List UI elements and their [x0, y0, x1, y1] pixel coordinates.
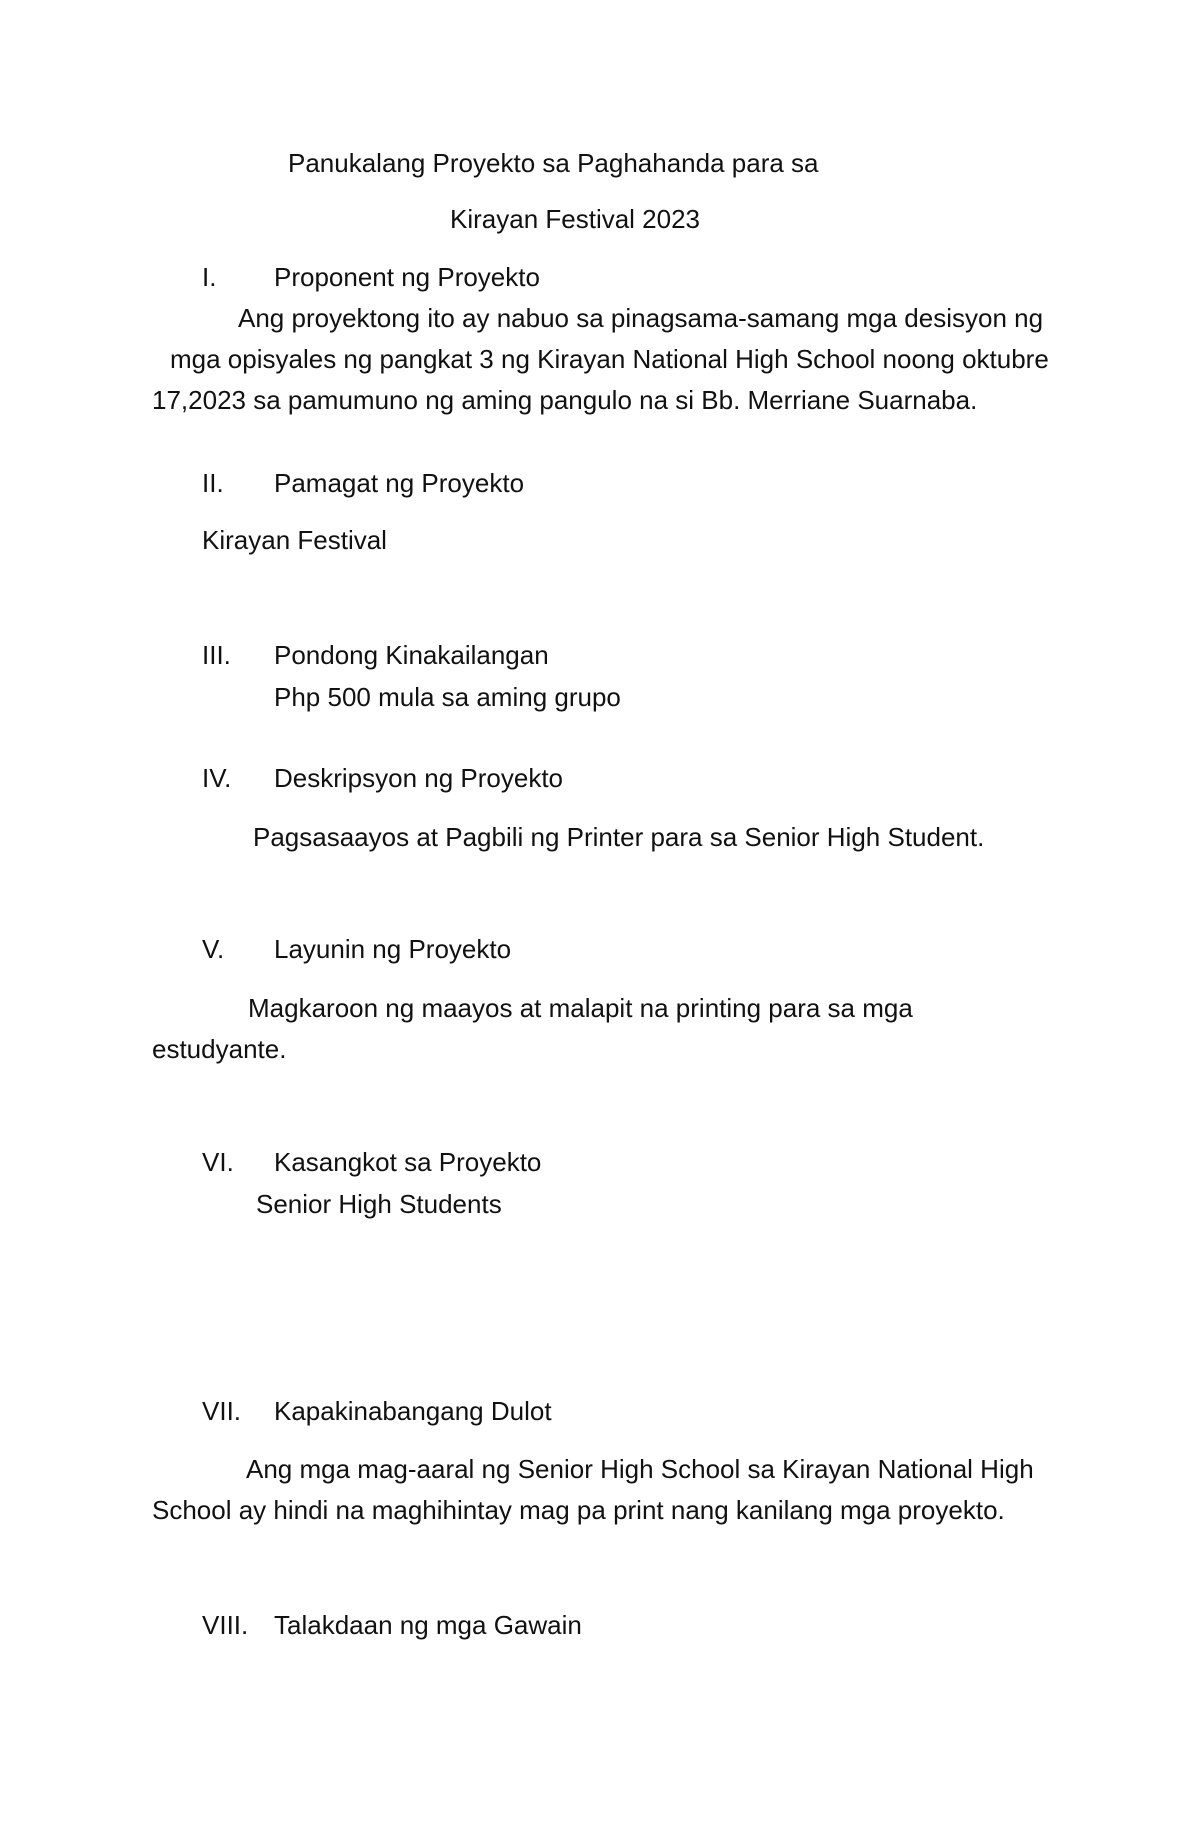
section-1-body-line-2: mga opisyales ng pangkat 3 ng Kirayan National High School noong oktubre — [170, 344, 1049, 374]
section-5-body-line-2: estudyante. — [152, 1034, 287, 1064]
section-3-body: Php 500 mula sa aming grupo — [274, 682, 621, 712]
section-2-number: II. — [202, 468, 224, 498]
section-1-number: I. — [202, 262, 217, 292]
section-5-body-line-1: Magkaroon ng maayos at malapit na printing para sa mga — [248, 993, 913, 1023]
section-6-number: VI. — [202, 1147, 234, 1177]
section-3-heading: Pondong Kinakailangan — [274, 640, 549, 670]
section-7-heading: Kapakinabangang Dulot — [274, 1396, 552, 1426]
section-6-heading: Kasangkot sa Proyekto — [274, 1147, 542, 1177]
section-7-body-line-1: Ang mga mag-aaral ng Senior High School sa Kirayan National High — [246, 1454, 1034, 1484]
section-4-heading: Deskripsyon ng Proyekto — [274, 763, 564, 793]
document-title-line-1: Panukalang Proyekto sa Paghahanda para sa — [288, 148, 819, 178]
section-4-body: Pagsasaayos at Pagbili ng Printer para sa Senior High Student. — [253, 822, 985, 852]
section-8-heading: Talakdaan ng mga Gawain — [274, 1610, 582, 1640]
section-1-body-line-1: Ang proyektong ito ay nabuo sa pinagsama-samang mga desisyon ng — [238, 303, 1044, 333]
section-5-heading: Layunin ng Proyekto — [274, 934, 512, 964]
section-4-number: IV. — [202, 763, 232, 793]
section-6-body: Senior High Students — [256, 1189, 502, 1219]
section-1-heading: Proponent ng Proyekto — [274, 262, 540, 292]
section-1-body-line-3: 17,2023 sa pamumuno ng aming pangulo na si Bb. Merriane Suarnaba. — [152, 385, 978, 415]
section-8-number: VIII. — [202, 1610, 249, 1640]
document-title-line-2: Kirayan Festival 2023 — [450, 204, 701, 234]
section-7-number: VII. — [202, 1396, 242, 1426]
section-2-body: Kirayan Festival — [202, 525, 387, 555]
section-5-number: V. — [202, 934, 225, 964]
section-7-body-line-2: School ay hindi na maghihintay mag pa print nang kanilang mga proyekto. — [152, 1495, 1005, 1525]
section-3-number: III. — [202, 640, 231, 670]
section-2-heading: Pamagat ng Proyekto — [274, 468, 525, 498]
